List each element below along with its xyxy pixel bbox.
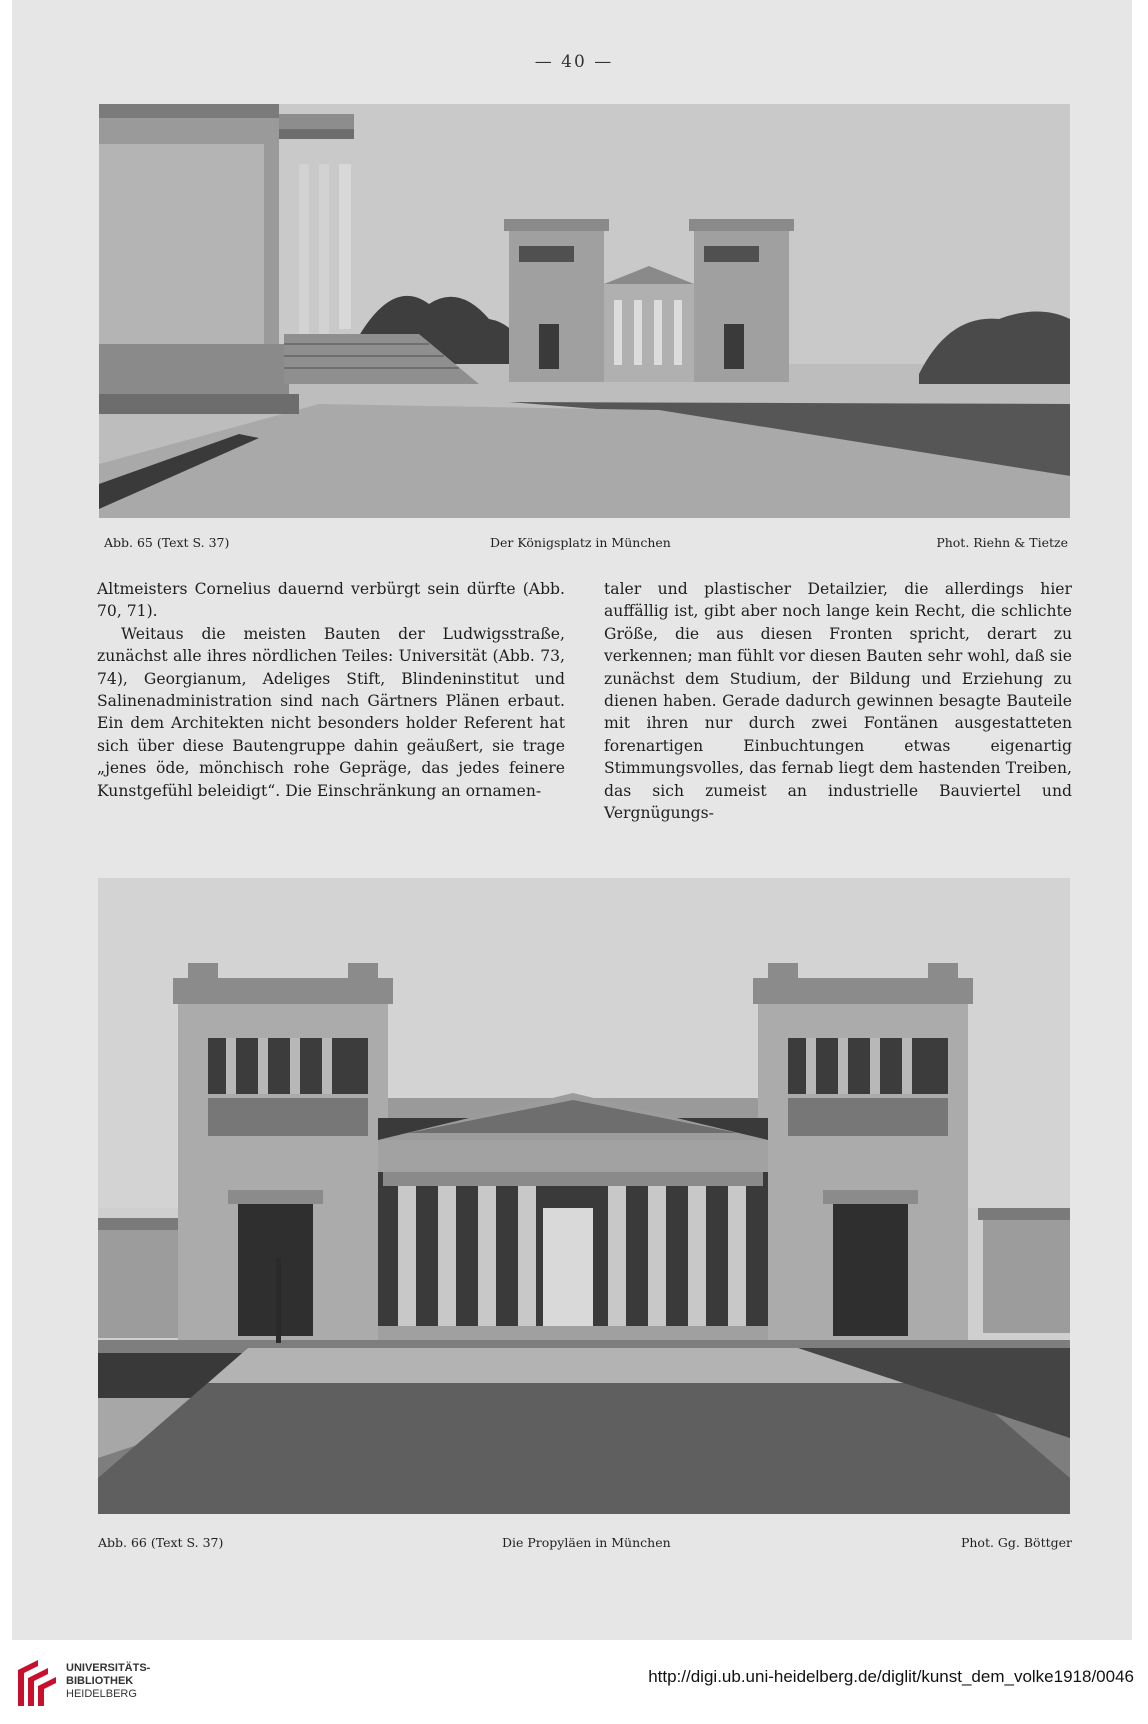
fig66-credit: Phot. Gg. Böttger	[960, 1535, 1072, 1550]
library-line: HEIDELBERG	[66, 1688, 137, 1700]
fig65-label: Abb. 65 (Text S. 37)	[104, 535, 230, 550]
footer-bar	[0, 1640, 1148, 1724]
paragraph: taler und plastischer Detailzier, die allerdings hier auffällig ist, gibt aber noch lange kein Recht, die schlichte Größe, die aus diesen Fronten spricht, derart zu verkennen; man fühlt vor diesen Bauten sehr wohl, daß sie zunächst dem Studium, der Bildung und Erziehung zu dienen haben. Gerade dadurch gewinnen besagte Bauteile mit ihren nur durch zwei Fontänen ausgestatteten forenartigen Einbuchtungen etwas eigenartig Stimmungsvolles, das fernab liegt dem hastenden Treiben, das sich zumeist an industrielle Bauviertel und Vergnügungs-	[604, 580, 1072, 823]
source-url-link[interactable]: http://digi.ub.uni-heidelberg.de/diglit/kunst_dem_volke1918/0046	[648, 1667, 1134, 1686]
fig66-label: Abb. 66 (Text S. 37)	[98, 1535, 224, 1550]
library-line: UNIVERSITÄTS-	[66, 1662, 151, 1674]
fig66-title: Die Propyläen in München	[502, 1535, 671, 1550]
text-column-right	[604, 578, 1072, 824]
text-column-left	[97, 578, 565, 802]
library-logo-icon	[14, 1658, 60, 1708]
photo-propylaeen	[98, 878, 1070, 1514]
photo-koenigsplatz	[99, 104, 1070, 518]
fig65-credit: Phot. Riehn & Tietze	[936, 535, 1068, 550]
fig65-title: Der Königsplatz in München	[490, 535, 671, 550]
library-name	[66, 1662, 150, 1701]
library-line: BIBLIOTHEK	[66, 1675, 134, 1687]
paragraph: Altmeisters Cornelius dauernd verbürgt sein dürfte (Abb. 70, 71).	[97, 580, 565, 621]
paragraph: Weitaus die meisten Bauten der Ludwigsstraße, zunächst alle ihres nördlichen Teiles: Universität (Abb. 73, 74), Georgianum, Adeliges Stift, Blindeninstitut und Salinenadministration sind nach Gärtners Plänen erbaut. Ein dem Architekten nicht besonders holder Referent hat sich über diese Bautengruppe dahin geäußert, sie trage „jenes öde, mönchisch rohe Gepräge, das jedes feinere Kunstgefühl beleidigt“. Die Einschränkung an ornamen-	[97, 624, 565, 800]
page-number: — 40 —	[534, 52, 614, 72]
